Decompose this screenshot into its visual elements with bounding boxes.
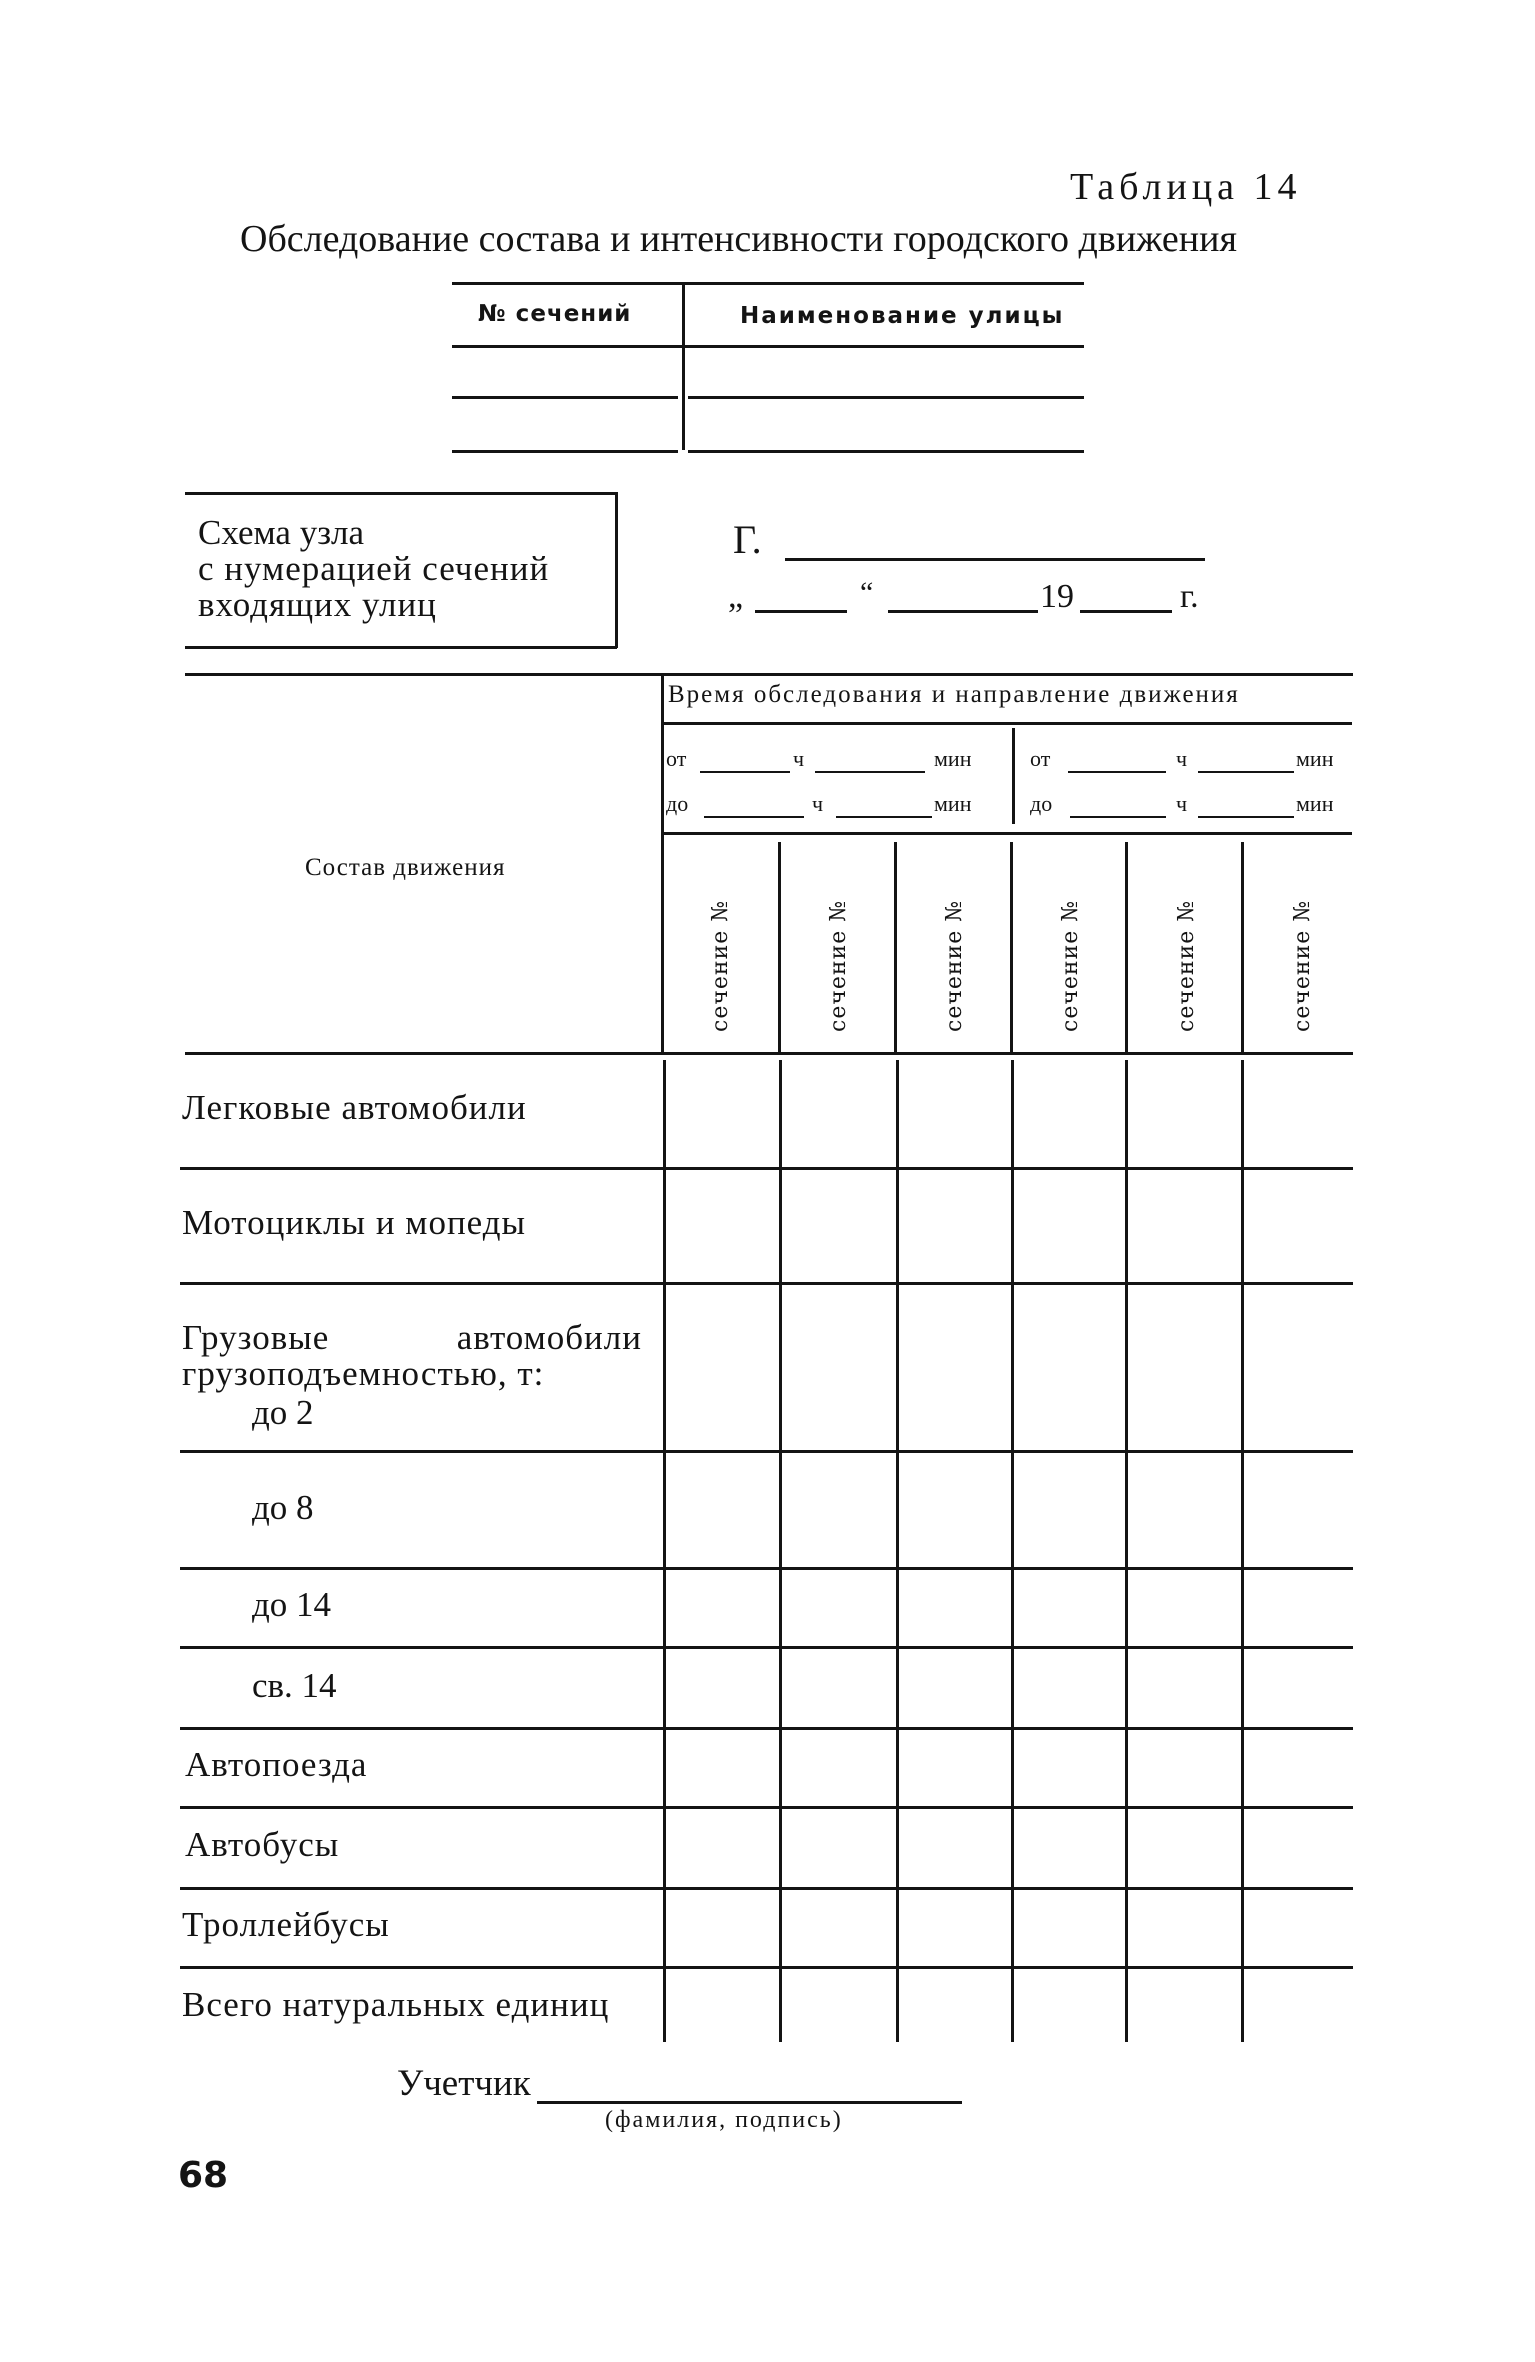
signature-hint: (фамилия, подпись) [605, 2107, 843, 2133]
table-row-label: Грузовые автомобили грузоподъемностью, т: [182, 1318, 642, 1393]
city-field[interactable] [785, 558, 1205, 561]
table-row-label: до 14 [252, 1585, 332, 1624]
from-minute-field[interactable] [815, 771, 925, 773]
street-name-field-1[interactable] [688, 396, 1084, 399]
table-row-label: Троллейбусы [182, 1905, 390, 1944]
section-column-label-5: сечение № [1174, 899, 1199, 1032]
minute-label: мин [1296, 746, 1334, 771]
quote-open: „ [728, 578, 744, 615]
city-prefix: Г. [733, 517, 762, 562]
counter-signature-field[interactable] [537, 2101, 962, 2104]
time-direction-header: Время обследования и направление движения [668, 681, 1240, 708]
scheme-line-2: с нумерацией сечений [198, 549, 550, 588]
to-label: до [666, 791, 689, 816]
table-row-label: Мотоциклы и мопеды [182, 1203, 527, 1242]
hour-label: ч [812, 791, 824, 816]
scheme-line-1: Схема узла [198, 513, 365, 552]
counter-label: Учетчик [397, 2063, 531, 2104]
month-field[interactable] [888, 610, 1038, 613]
table-label: Таблица 14 [1070, 166, 1302, 208]
table-row-label: св. 14 [252, 1666, 337, 1705]
hour-label: ч [1176, 746, 1188, 771]
minute-label: мин [934, 791, 972, 816]
to-minute-field[interactable] [836, 816, 932, 818]
to-hour-field[interactable] [704, 816, 804, 818]
composition-header: Состав движения [305, 854, 506, 881]
table-row-label: Всего натуральных единиц [182, 1985, 610, 2024]
from-minute-field[interactable] [1198, 771, 1294, 773]
street-name-field-2[interactable] [688, 450, 1084, 453]
table-row-label: Автопоезда [185, 1745, 368, 1784]
from-label: от [1030, 746, 1051, 771]
section-column-label-4: сечение № [1058, 899, 1083, 1032]
minute-label: мин [934, 746, 972, 771]
section-column-label-3: сечение № [942, 899, 967, 1032]
section-number-field-2[interactable] [452, 450, 678, 453]
section-number-header: № сечений [478, 301, 632, 327]
hour-label: ч [793, 746, 805, 771]
to-minute-field[interactable] [1198, 816, 1294, 818]
street-name-header: Наименование улицы [740, 303, 1065, 329]
from-hour-field[interactable] [1068, 771, 1166, 773]
table-row-label: Легковые автомобили [182, 1088, 527, 1127]
year-prefix: 19 [1040, 578, 1074, 615]
section-column-label-1: сечение № [708, 899, 733, 1032]
hour-label: ч [1176, 791, 1188, 816]
day-field[interactable] [755, 610, 847, 613]
from-label: от [666, 746, 687, 771]
page-number: 68 [178, 2155, 229, 2196]
quote-close: “ [860, 576, 874, 609]
scheme-line-3: входящих улиц [198, 585, 437, 624]
table-row-label: до 2 [252, 1393, 314, 1432]
year-field[interactable] [1080, 610, 1172, 613]
section-column-label-6: сечение № [1290, 899, 1315, 1032]
to-hour-field[interactable] [1070, 816, 1166, 818]
section-number-field-1[interactable] [452, 396, 678, 399]
table-row-label: Автобусы [185, 1825, 340, 1864]
composition-column-divider [661, 673, 664, 1053]
page-title: Обследование состава и интенсивности городского движения [240, 218, 1237, 260]
to-label: до [1030, 791, 1053, 816]
section-column-label-2: сечение № [826, 899, 851, 1032]
year-suffix: г. [1180, 578, 1199, 615]
from-hour-field[interactable] [700, 771, 790, 773]
minute-label: мин [1296, 791, 1334, 816]
table-row-label: до 8 [252, 1488, 314, 1527]
